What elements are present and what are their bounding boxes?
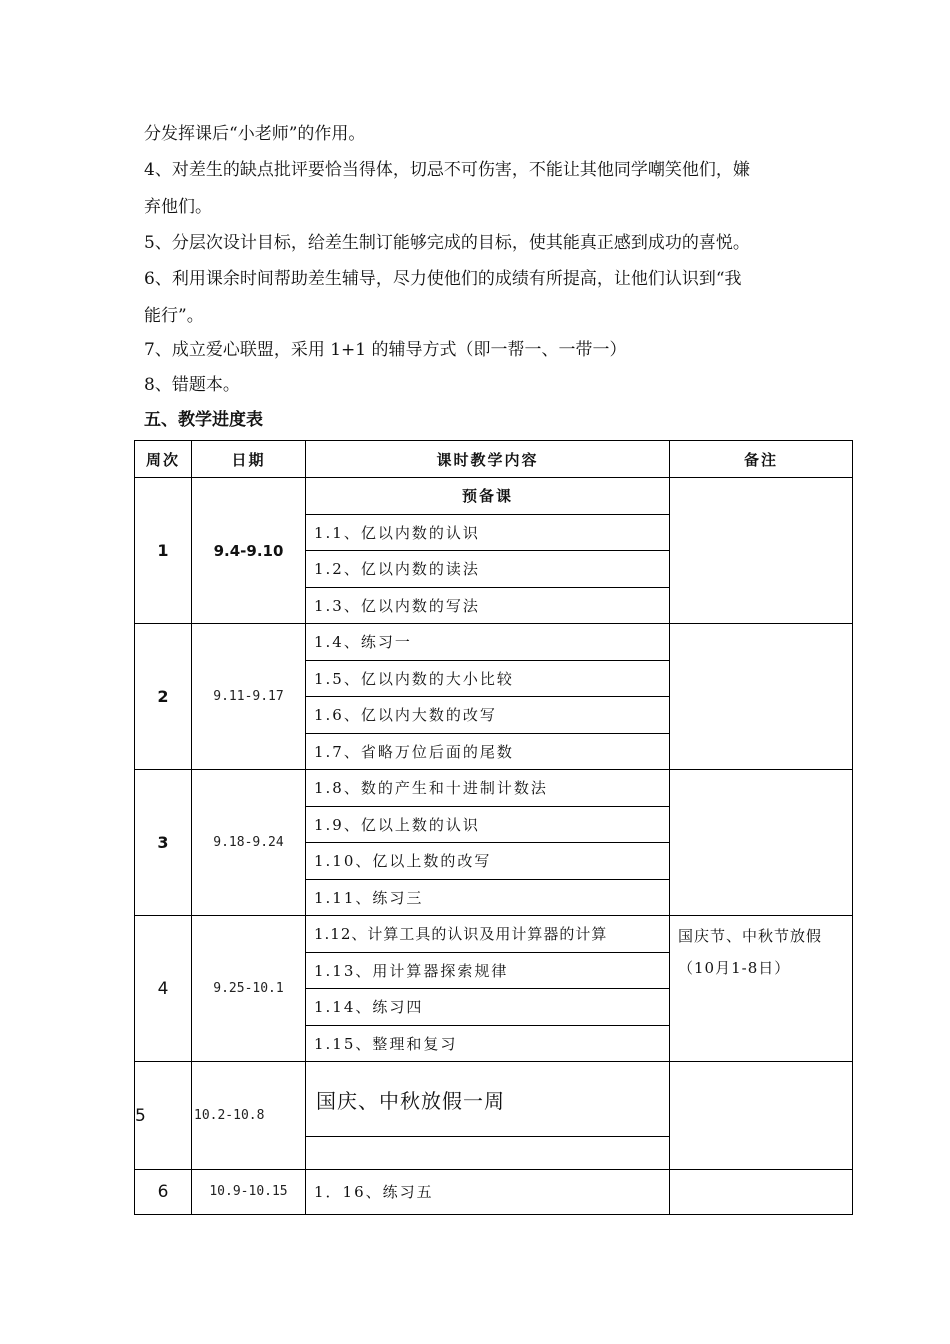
table-row (135, 770, 853, 807)
lesson-cell: 1.9、亿以上数的认识 (306, 806, 670, 843)
paragraph-line: 4、对差生的缺点批评要恰当得体，切忌不可伤害，不能让其他同学嘲笑他们，嫌 (144, 160, 750, 180)
remark-cell (670, 916, 853, 1062)
week-cell: 3 (135, 770, 192, 916)
header-week: 周次 (135, 441, 192, 478)
lesson-cell: 1.15、整理和复习 (306, 1025, 670, 1062)
paragraph-line: 能行”。 (144, 306, 204, 326)
lesson-cell: 1.7、省略万位后面的尾数 (306, 733, 670, 770)
lesson-cell: 1.10、亿以上数的改写 (306, 843, 670, 880)
table-row (135, 916, 853, 953)
header-content: 课时教学内容 (306, 441, 670, 478)
week-cell: 4 (135, 916, 192, 1062)
table-row (135, 624, 853, 661)
remark-cell (670, 1062, 853, 1170)
header-remark: 备注 (670, 441, 853, 478)
paragraph-line: 6、利用课余时间帮助差生辅导，尽力使他们的成绩有所提高，让他们认识到“我 (144, 269, 742, 289)
date-cell: 9.11-9.17 (192, 624, 306, 770)
week-cell: 1 (135, 478, 192, 624)
date-cell: 9.18-9.24 (192, 770, 306, 916)
week-cell: 6 (135, 1170, 192, 1215)
section-title: 五、教学进度表 (144, 410, 263, 430)
lesson-cell: 1.3、亿以内数的写法 (306, 587, 670, 624)
lesson-cell: 1.5、亿以内数的大小比较 (306, 660, 670, 697)
table-row (135, 1170, 853, 1215)
lesson-cell: 1.1、亿以内数的认识 (306, 514, 670, 551)
lesson-cell: 1.8、数的产生和十进制计数法 (306, 770, 670, 807)
remark-line: （10月1-8日） (678, 959, 791, 977)
lesson-cell: 1.6、亿以内大数的改写 (306, 697, 670, 734)
lesson-cell: 1.11、练习三 (306, 879, 670, 916)
remark-cell (670, 770, 853, 916)
remark-line: 国庆节、中秋节放假 (678, 927, 823, 945)
schedule-table (134, 440, 853, 1215)
week-cell: 5 (135, 1062, 192, 1170)
lesson-cell: 国庆、中秋放假一周 (306, 1062, 670, 1137)
week-cell: 2 (135, 624, 192, 770)
lesson-cell: 1．16、练习五 (306, 1170, 670, 1215)
lesson-cell: 1.14、练习四 (306, 989, 670, 1026)
table-row (135, 478, 853, 515)
date-cell: 10.9-10.15 (192, 1170, 306, 1215)
header-date: 日期 (192, 441, 306, 478)
table-header-row (135, 441, 853, 478)
date-cell: 9.25-10.1 (192, 916, 306, 1062)
date-cell: 9.4-9.10 (192, 478, 306, 624)
paragraph-line: 7、成立爱心联盟，采用 1+1 的辅导方式（即一帮一、一带一） (144, 340, 627, 360)
paragraph-line: 分发挥课后“小老师”的作用。 (144, 124, 366, 144)
remark-cell (670, 624, 853, 770)
lesson-cell: 1.12、计算工具的认识及用计算器的计算 (306, 916, 670, 953)
paragraph-line: 8、错题本。 (144, 375, 240, 395)
date-cell: 10.2-10.8 (192, 1062, 306, 1170)
remark-cell (670, 478, 853, 624)
table-row (135, 1062, 853, 1137)
paragraph-line: 弃他们。 (144, 197, 212, 217)
lesson-cell: 1.13、用计算器探索规律 (306, 952, 670, 989)
paragraph-line: 5、分层次设计目标，给差生制订能够完成的目标，使其能真正感到成功的喜悦。 (144, 233, 750, 253)
remark-cell (670, 1170, 853, 1215)
lesson-cell (306, 1137, 670, 1170)
lesson-cell: 预备课 (306, 478, 670, 515)
lesson-cell: 1.4、练习一 (306, 624, 670, 661)
lesson-cell: 1.2、亿以内数的读法 (306, 551, 670, 588)
